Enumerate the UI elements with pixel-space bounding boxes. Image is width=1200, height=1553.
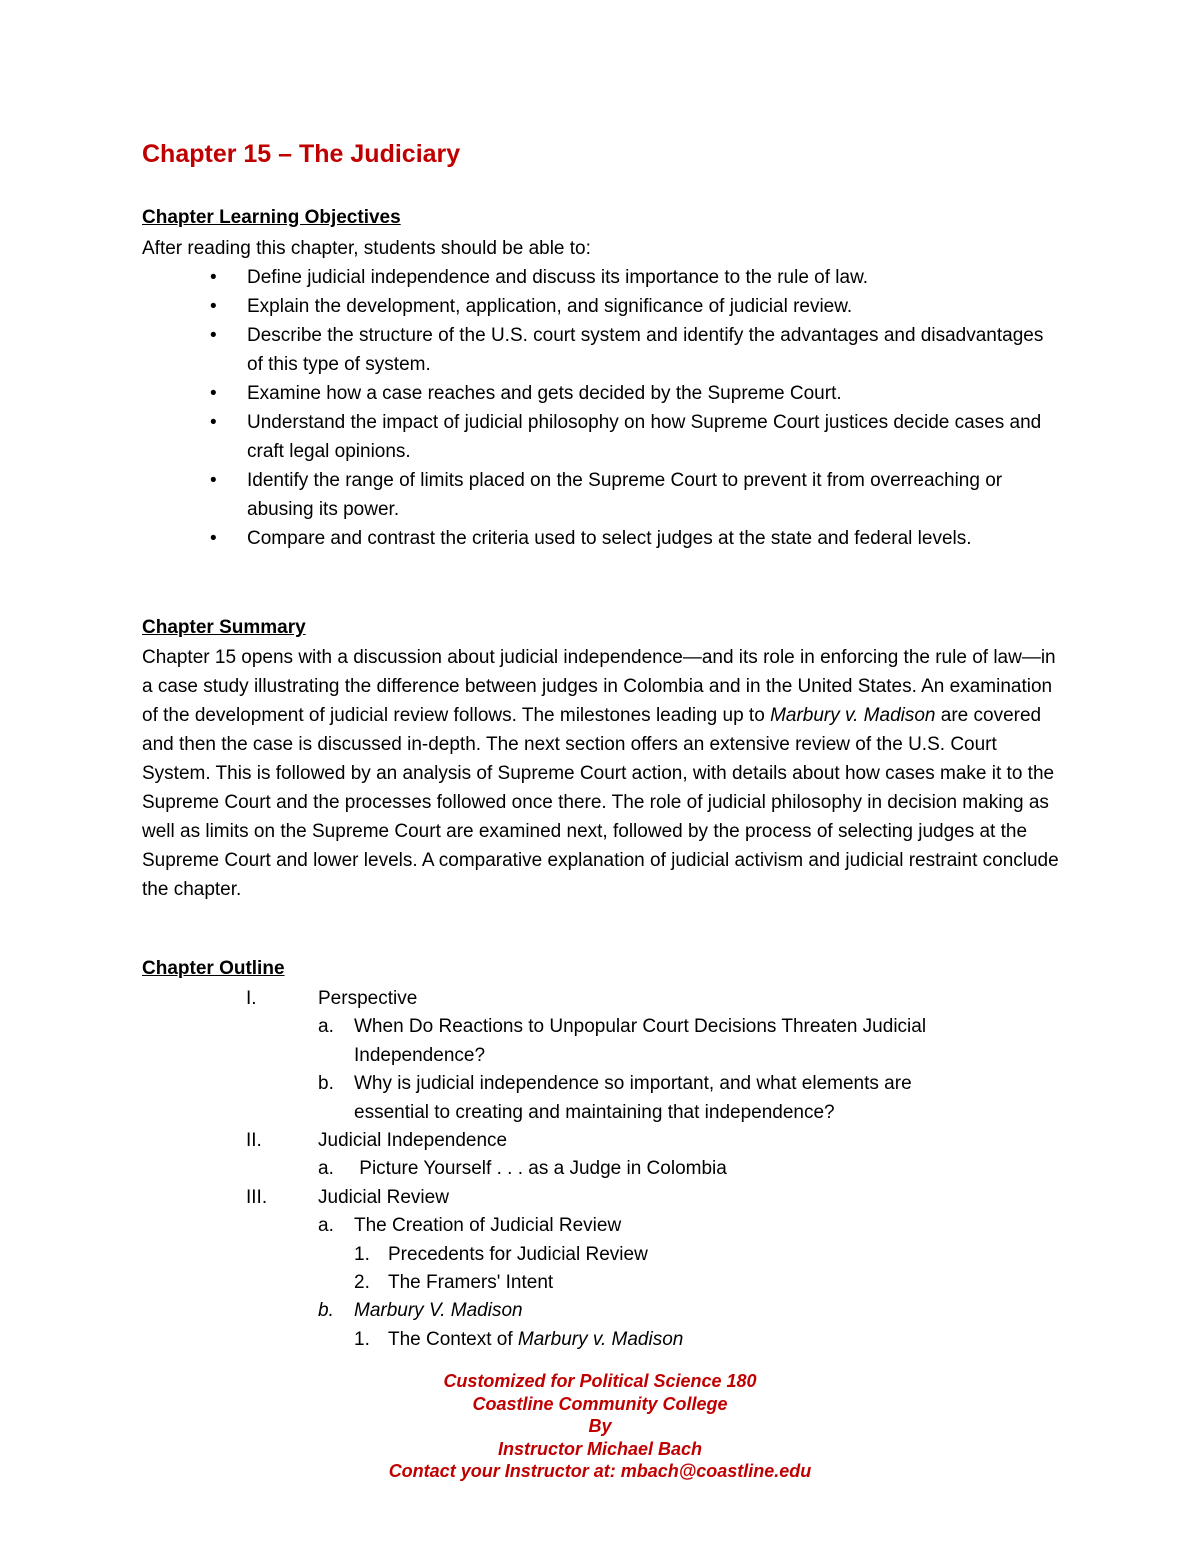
outline-marker: II. — [246, 1129, 262, 1151]
case-name: Marbury v. Madison — [770, 705, 936, 726]
outline-item — [0, 1241, 1200, 1269]
bullet-icon: • — [210, 383, 217, 404]
outline-marker: a. — [318, 1016, 334, 1038]
outline-item — [0, 1070, 1200, 1127]
outline-item — [0, 1184, 1200, 1212]
outline-marker: a. — [318, 1215, 334, 1237]
outline-item — [0, 1326, 1200, 1354]
bullet-icon: • — [210, 325, 217, 346]
page-footer — [0, 1370, 1200, 1483]
outline-item — [0, 1212, 1200, 1240]
objectives-list — [142, 263, 1062, 553]
chapter-outline — [0, 985, 1200, 1354]
outline-marker: 1. — [354, 1328, 370, 1350]
footer-course: Customized for Political Science 180 — [443, 1371, 757, 1391]
summary-paragraph: Chapter 15 opens with a discussion about judicial independence—and its role in enforcing the rule of law—in a case study illustrating the difference between judges in Colombia and in the United States. An examination of the development of judicial review follows. The milestones leading up to Marbury v. Madison are covered and then the case is discussed in-depth. The next section offers an extensive review of the U.S. Court System. This is followed by an analysis of Supreme Court action, with details about how cases make it to the Supreme Court and the processes followed once there. The role of judicial philosophy in decision making as well as limits on the Supreme Court are examined next, followed by the process of selecting judges at the Supreme Court and lower levels. A comparative explanation of judicial activism and judicial restraint conclude the chapter. — [142, 647, 1059, 900]
outline-marker: b. — [318, 1300, 334, 1322]
outline-text: The Context of Marbury v. Madison — [388, 1328, 684, 1350]
bullet-icon: • — [210, 470, 217, 491]
outline-text: Why is judicial independence so important, and what elements are essential to creating and maintaining that independence? — [354, 1073, 912, 1123]
outline-text: Marbury V. Madison — [354, 1300, 523, 1322]
footer-instructor: Instructor Michael Bach — [497, 1438, 703, 1459]
outline-marker: I. — [246, 988, 257, 1009]
objectives-heading: Chapter Learning Objectives — [142, 207, 401, 228]
outline-item — [0, 1127, 1200, 1155]
footer-by: By — [588, 1416, 612, 1437]
objective-item: • Compare and contrast the criteria used to select judges at the state and federal levels. — [142, 524, 1062, 553]
objective-item: • Define judicial independence and discuss its importance to the rule of law. — [142, 263, 1062, 292]
footer-college: Coastline Community College — [472, 1393, 728, 1414]
outline-heading: Chapter Outline — [142, 958, 285, 979]
outline-text: Precedents for Judicial Review — [388, 1243, 648, 1265]
bullet-icon: • — [210, 412, 217, 433]
chapter-title: Chapter 15 – The Judiciary — [142, 140, 461, 168]
bullet-icon: • — [210, 267, 217, 288]
outline-text: The Framers' Intent — [388, 1271, 554, 1293]
objective-item: • Explain the development, application, and significance of judicial review. — [142, 292, 1062, 321]
summary-heading: Chapter Summary — [142, 617, 306, 638]
objective-item: • Examine how a case reaches and gets decided by the Supreme Court. — [142, 379, 1062, 408]
outline-text: When Do Reactions to Unpopular Court Decisions Threaten Judicial Independence? — [354, 1016, 927, 1066]
outline-text: The Creation of Judicial Review — [354, 1215, 622, 1237]
outline-item — [0, 1155, 1200, 1183]
outline-item — [0, 1013, 1200, 1070]
outline-marker: a. — [318, 1158, 334, 1180]
outline-marker: 1. — [354, 1243, 370, 1265]
objectives-intro: After reading this chapter, students should be able to: — [142, 238, 591, 259]
outline-text: Perspective — [318, 988, 418, 1009]
outline-marker: 2. — [354, 1271, 370, 1293]
outline-item — [0, 1269, 1200, 1297]
outline-text: Judicial Independence — [318, 1129, 508, 1151]
outline-text: Judicial Review — [318, 1186, 449, 1208]
outline-item — [0, 1297, 1200, 1325]
outline-marker: b. — [318, 1073, 334, 1095]
outline-text: Picture Yourself . . . as a Judge in Colombia — [354, 1158, 727, 1180]
objective-item: • Identify the range of limits placed on the Supreme Court to prevent it from overreaching or abusing its power. — [142, 466, 1062, 524]
outline-item — [0, 985, 1200, 1013]
objective-item: • Describe the structure of the U.S. court system and identify the advantages and disadvantages of this type of system. — [142, 321, 1062, 379]
bullet-icon: • — [210, 296, 217, 317]
outline-marker: III. — [246, 1186, 268, 1208]
bullet-icon: • — [210, 528, 217, 549]
objective-item: • Understand the impact of judicial philosophy on how Supreme Court justices decide cases and craft legal opinions. — [142, 408, 1062, 466]
footer-contact: Contact your Instructor at: mbach@coastline.edu — [388, 1461, 812, 1482]
